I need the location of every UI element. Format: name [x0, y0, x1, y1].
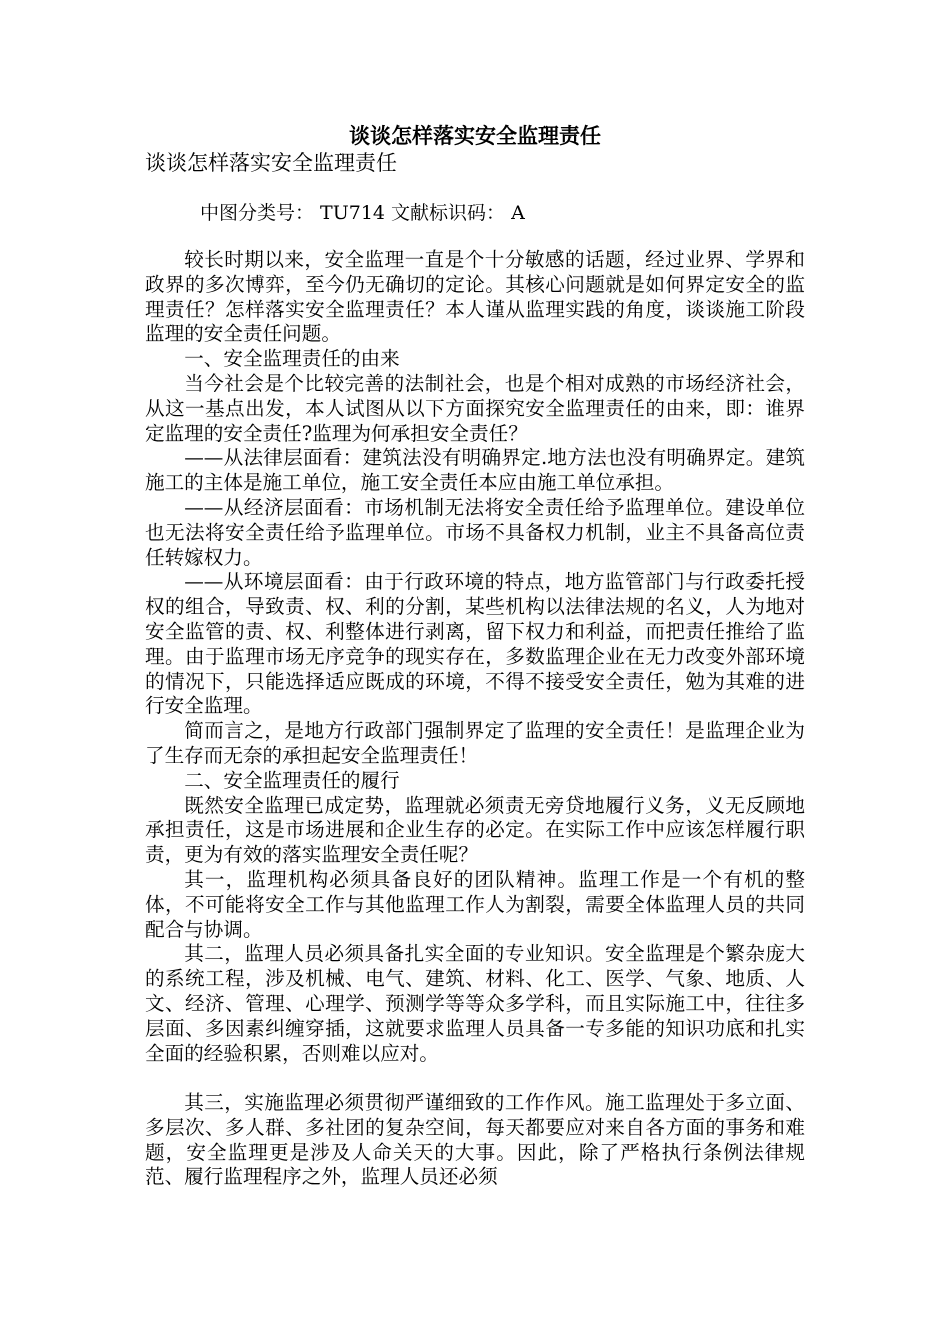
paragraph-economic-level: ——从经济层面看：市场机制无法将安全责任给予监理单位。建设单位也无法将安全责任给予监理单位。市场不具备权力机制，业主不具备高位责任转嫁权力。 — [145, 495, 805, 569]
paragraph: 既然安全监理已成定势，监理就必须责无旁贷地履行义务，义无反顾地承担责任，这是市场进展和企业生存的必定。在实际工作中应该怎样履行职责，更为有效的落实监理安全责任呢？ — [145, 793, 805, 867]
paragraph-environment-level: ——从环境层面看：由于行政环境的特点，地方监管部门与行政委托授权的组合，导致责、权、利的分割，某些机构以法律法规的名义，人为地对安全监管的责、权、利整体进行剥离，留下权力和利益，而把责任推给了监理。由于监理市场无序竞争的现实存在，多数监理企业在无力改变外部环境的情况下，只能选择适应既成的环境，不得不接受安全责任，勉为其难的进行安全监理。 — [145, 570, 805, 718]
paragraph-intro: 较长时期以来，安全监理一直是个十分敏感的话题，经过业界、学界和政界的多次博弈，至今仍无确切的定论。其核心问题就是如何界定安全的监理责任？怎样落实安全监理责任？本人谨从监理实践的角度，谈谈施工阶段监理的安全责任问题。 — [145, 248, 805, 346]
section-heading-origin: 一、安全监理责任的由来 — [184, 347, 400, 371]
paragraph-point-three: 其三，实施监理必须贯彻严谨细致的工作作风。施工监理处于多立面、多层次、多人群、多社团的复杂空间，每天都要应对来自各方面的事务和难题，安全监理更是涉及人命关天的大事。因此，除了严格执行条例法律规范、履行监理程序之外，监理人员还必须 — [145, 1091, 805, 1189]
paragraph-point-one: 其一，监理机构必须具备良好的团队精神。监理工作是一个有机的整体，不可能将安全工作与其他监理工作人为割裂，需要全体监理人员的共同配合与协调。 — [145, 867, 805, 941]
document-subtitle: 谈谈怎样落实安全监理责任 — [145, 151, 397, 175]
paragraph-point-two: 其二，监理人员必须具备扎实全面的专业知识。安全监理是个繁杂庞大的系统工程，涉及机械、电气、建筑、材料、化工、医学、气象、地质、人文、经济、管理、心理学、预测学等等众多学科，而且实际施工中，往往多层面、多因素纠缠穿插，这就要求监理人员具备一专多能的知识功底和扎实全面的经验积累，否则难以应对。 — [145, 942, 805, 1065]
paragraph-summary: 简而言之，是地方行政部门强制界定了监理的安全责任！是监理企业为了生存而无奈的承担起安全监理责任！ — [145, 719, 805, 767]
document-body — [145, 248, 805, 1190]
paragraph: 当今社会是个比较完善的法制社会，也是个相对成熟的市场经济社会，从这一基点出发，本人试图从以下方面探究安全监理责任的由来，即：谁界定监理的安全责任?监理为何承担安全责任？ — [145, 371, 805, 445]
section-heading-performance: 二、安全监理责任的履行 — [184, 768, 400, 792]
classification-line: 中图分类号： TU714 文献标识码： A — [200, 202, 525, 224]
document-title: 谈谈怎样落实安全监理责任 — [349, 123, 601, 148]
paragraph-legal-level: ——从法律层面看：建筑法没有明确界定.地方法也没有明确界定。建筑施工的主体是施工单位，施工安全责任本应由施工单位承担。 — [145, 446, 805, 495]
